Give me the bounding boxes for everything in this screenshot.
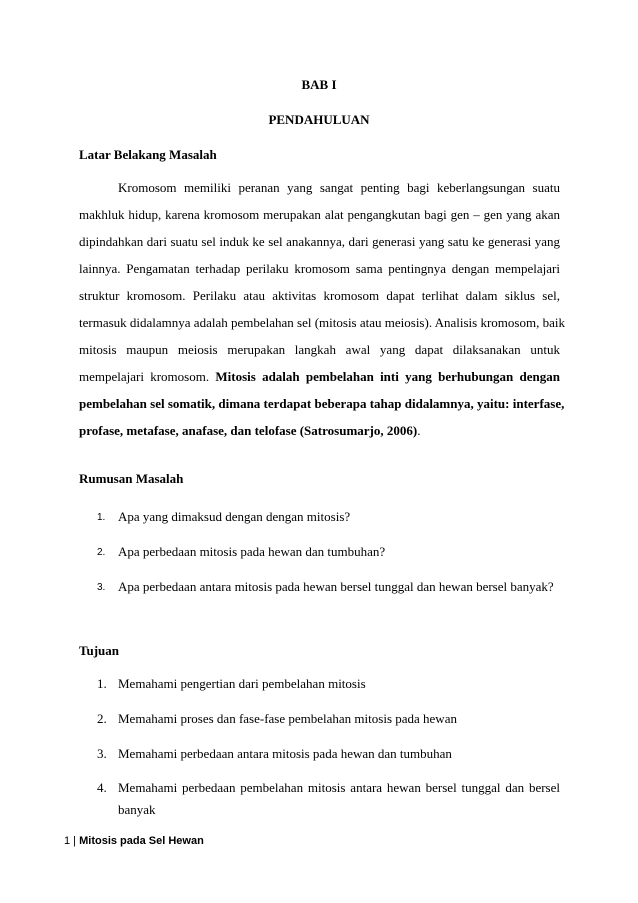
- paragraph-line: [79, 423, 560, 439]
- list-item-continuation: banyak: [118, 802, 156, 817]
- paragraph-line: lainnya. Pengamatan terhadap perilaku kromosom sama pentingnya dengan mempelajari: [79, 261, 560, 276]
- paragraph-line: mitosis maupun meiosis merupakan langkah awal yang dapat dilaksanakan untuk: [79, 342, 560, 357]
- problem-heading: Rumusan Masalah: [79, 471, 184, 486]
- list-item: Memahami pengertian dari pembelahan mitosis: [118, 676, 366, 691]
- list-item: Apa perbedaan mitosis pada hewan dan tumbuhan?: [118, 544, 386, 559]
- list-number: 3.: [97, 582, 106, 593]
- paragraph-text: .: [417, 423, 421, 438]
- list-number: 2.: [97, 547, 106, 558]
- page-number: 1: [64, 835, 71, 847]
- paragraph-bold-text: Mitosis adalah pembelahan inti yang berhubungan dengan: [215, 369, 560, 384]
- paragraph-line: makhluk hidup, karena kromosom merupakan alat pengangkutan bagi gen – gen yang akan: [79, 207, 560, 222]
- paragraph-line: Kromosom memiliki peranan yang sangat penting bagi keberlangsungan suatu: [118, 180, 560, 195]
- list-item: Memahami perbedaan pembelahan mitosis antara hewan bersel tunggal dan bersel: [118, 780, 560, 795]
- list-number: 1.: [97, 512, 106, 523]
- footer-title: Mitosis pada Sel Hewan: [79, 835, 204, 847]
- paragraph-line: dipindahkan dari suatu sel induk ke sel anakannya, dari generasi yang satu ke generasi yang: [79, 234, 560, 249]
- paragraph-bold-text: profase, metafase, anafase, dan telofase (Satrosumarjo, 2006): [79, 423, 418, 438]
- paragraph-line: struktur kromosom. Perilaku atau aktivitas kromosom dapat terlihat dalam siklus sel,: [79, 288, 560, 303]
- paragraph-line: termasuk didalamnya adalah pembelahan sel (mitosis atau meiosis). Analisis kromosom, baik: [79, 315, 565, 330]
- chapter-title: PENDAHULUAN: [268, 112, 370, 127]
- list-item: Memahami perbedaan antara mitosis pada hewan dan tumbuhan: [118, 746, 452, 761]
- page-footer: [64, 835, 204, 847]
- list-number: 3.: [97, 746, 107, 761]
- list-number: 2.: [97, 711, 107, 726]
- footer-separator: |: [70, 835, 80, 847]
- paragraph-text: mempelajari kromosom.: [79, 369, 210, 384]
- paragraph-line: [79, 369, 560, 385]
- list-item: Apa perbedaan antara mitosis pada hewan bersel tunggal dan hewan bersel banyak?: [118, 579, 554, 594]
- objectives-heading: Tujuan: [79, 643, 119, 658]
- list-number: 1.: [97, 676, 107, 691]
- paragraph-line: pembelahan sel somatik, dimana terdapat beberapa tahap didalamnya, yaitu: interfase,: [79, 396, 565, 411]
- chapter-number: BAB I: [301, 77, 337, 92]
- list-item: Memahami proses dan fase-fase pembelahan mitosis pada hewan: [118, 711, 457, 726]
- background-heading: Latar Belakang Masalah: [79, 147, 217, 162]
- list-number: 4.: [97, 780, 107, 795]
- list-item: Apa yang dimaksud dengan dengan mitosis?: [118, 509, 351, 524]
